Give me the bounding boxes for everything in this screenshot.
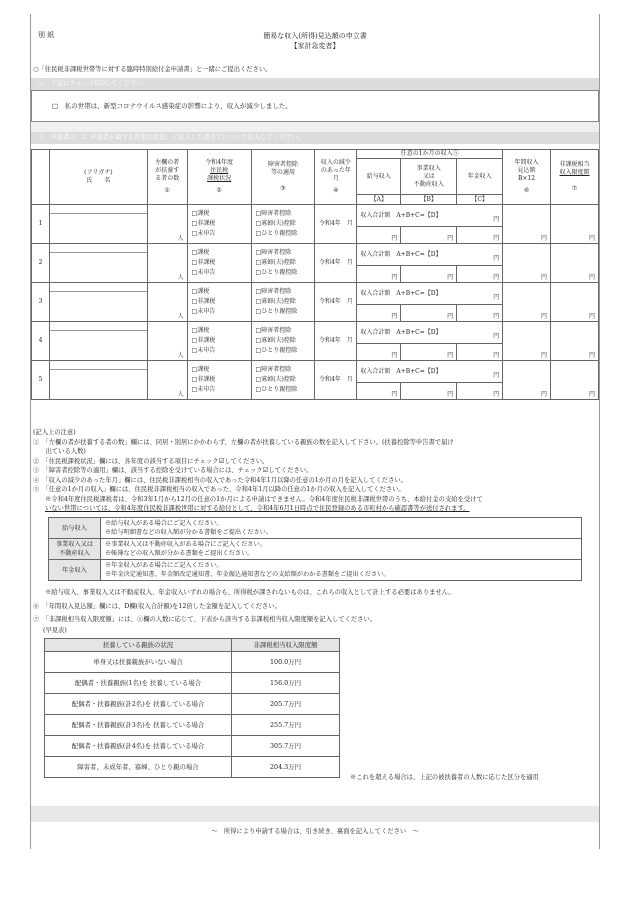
salary-cell[interactable]: 円 [357,266,401,283]
limit-amount: 156.0万円 [232,673,340,694]
document-subtitle: 【家計急変者】 [290,42,340,50]
income-total-cell[interactable]: 収入合計額 A+B+C=【D】 円 [357,283,503,305]
limit-amount: 100.0万円 [232,652,340,673]
doc-lines: ※事業収入又は不動産収入がある場合にご記入ください。 ※帳簿などの収入額が分かる書類をご提出ください。 [101,539,582,560]
pension-code: 【C】 [457,195,503,205]
limit-status-header: 扶養している親族の状況 [45,639,232,652]
covid-decrease-checkbox[interactable]: □ 私の世帯は、新型コロナウイルス感染症の影響により、収入が減少しました。 [52,102,292,110]
table-row [32,244,599,266]
annual-income-cell[interactable]: 円 [503,283,551,322]
limit-amount: 255.7万円 [232,715,340,736]
table-row [45,736,340,757]
tax-status-cell[interactable]: □課税 □非課税 □未申告 [187,283,251,322]
dependents-header: 左欄の者 が扶養す る者の数 ① [147,150,187,205]
limit-status: 障害者、未成年者、寡婦、ひとり親の場合 [45,757,232,778]
dependents-cell[interactable]: 人 [147,283,187,322]
submit-note: ○「住民税非課税世帯等に対する臨時特別給付金申請書」と一緒にご提出ください。 [33,66,272,73]
deduction-cell[interactable]: □障害者控除 □寡婦(夫)控除 □ひとり親控除 [251,283,315,322]
table-row [32,322,599,344]
table-row [45,652,340,673]
income-total-cell[interactable]: 収入合計額 A+B+C=【D】 円 [357,361,503,383]
entry-notes [33,428,597,514]
annual-income-header: 年間収入 見込額 B×12 ⑥ [503,150,551,205]
doc-lines: ※年金収入がある場合にご記入ください。 ※年金決定通知書、年金額改定通知書、年金振込通知書などの支給額がわかる書類をご提出ください。 [101,560,582,581]
pension-cell[interactable]: 円 [457,305,503,322]
document-title-block [0,31,630,51]
row-number: 4 [32,322,50,361]
limit-amount: 204.3万円 [232,757,340,778]
name-cell[interactable] [49,283,147,322]
name-cell[interactable] [49,322,147,361]
table-row [32,283,599,305]
name-cell[interactable] [49,244,147,283]
note-1b: 出ている人数) [33,448,86,455]
limit-quick-ref-table [44,638,340,778]
table-row [45,757,340,778]
annual-income-cell[interactable]: 円 [503,322,551,361]
note-3: ③ 「障害者控除等の適用」欄は、該当する控除を受けている場合には、チェック☑してください。 [33,467,313,474]
table-row [49,518,582,539]
decrease-month-cell[interactable]: 令和4年 月 [315,283,357,322]
limit-status: 配偶者・扶養親族(計2名)を 扶養している場合 [45,694,232,715]
table-row [32,205,599,227]
pension-cell[interactable]: 円 [457,266,503,283]
dependents-cell[interactable]: 人 [147,244,187,283]
income-total-cell[interactable]: 収入合計額 A+B+C=【D】 円 [357,244,503,266]
salary-cell[interactable]: 円 [357,344,401,361]
household-income-table [31,149,599,400]
limit-status: 配偶者・扶養親族(計3名)を 扶養している場合 [45,715,232,736]
table-row [49,560,582,581]
limit-status: 配偶者・扶養親族(1名)を 扶養している場合 [45,673,232,694]
pension-header: 年金収入 [457,159,503,195]
limit-status: 単身又は扶養親族がいない場合 [45,652,232,673]
dependents-cell[interactable]: 人 [147,322,187,361]
tax-status-cell[interactable]: □課税 □非課税 □未申告 [187,322,251,361]
name-header: (フリガナ) 氏 名 [49,150,147,205]
table-row [32,361,599,383]
bottom-gray-bar [31,806,599,822]
deduction-header: 障害者控除 等の適用 ③ [251,150,315,205]
deduction-cell[interactable]: □障害者控除 □寡婦(夫)控除 □ひとり親控除 [251,205,315,244]
continue-reverse-note: ～ 所得により申請する場合は、引き続き、裏面を記入してください ～ [211,828,419,835]
limit-cell[interactable]: 円 [551,322,599,361]
pension-cell[interactable]: 円 [457,344,503,361]
decrease-month-cell[interactable]: 令和4年 月 [315,322,357,361]
annual-income-cell[interactable]: 円 [503,205,551,244]
row-number: 1 [32,205,50,244]
section-gap [31,122,599,132]
pension-cell[interactable]: 円 [457,227,503,244]
note-1a: ① 「左欄の者が扶養する者の数」欄には、同居・別居にかかわらず、左欄の者が扶養している親族の数を記入して下さい。(扶養控除等申告書で届け [33,438,454,446]
dependents-cell[interactable]: 人 [147,205,187,244]
note-5-warning-1: ※令和4年度住民税課税者は、令和3年1月から12月の任意の1か月による申請はできません。令和4年度住民税非課税世帯のうち、本給付金の支給を受けて [45,495,483,503]
attachment-label: 別 紙 [38,31,55,39]
table-row [45,715,340,736]
pension-cell[interactable]: 円 [457,383,503,400]
monthly-income-header: 任意の1か月の収入⑤ [357,150,503,159]
deduction-cell[interactable]: □障害者控除 □寡婦(夫)控除 □ひとり親控除 [251,244,315,283]
note-not-taxed: ※給与収入、事業収入又は不動産収入、年金収入いずれの場合も、所得税が課されないものは、これらの収入として計上する必要はありません。 [45,589,455,596]
salary-code: 【A】 [357,195,401,205]
note-2: ② 「住民税課税状況」欄には、各年度の該当する項目にチェック☑してください。 [33,457,269,465]
salary-cell[interactable]: 円 [357,383,401,400]
business-cell[interactable]: 円 [401,344,457,361]
business-cell[interactable]: 円 [401,383,457,400]
doc-lines: ※給与収入がある場合にご記入ください。 ※給与明細書などの収入額が分かる書類をご提出ください。 [101,518,582,539]
name-cell[interactable] [49,361,147,400]
income-total-cell[interactable]: 収入合計額 A+B+C=【D】 円 [357,205,503,227]
dependents-cell[interactable]: 人 [147,361,187,400]
row-number: 5 [32,361,50,400]
doc-label: 年金収入 [49,560,101,581]
table-row [45,694,340,715]
limit-header: 非課税相当 収入限度額 ⑦ [551,150,599,205]
table-row [49,539,582,560]
notes-heading: (記入上の注意) [33,429,76,436]
limit-cell[interactable]: 円 [551,205,599,244]
tax-status-cell[interactable]: □課税 □非課税 □未申告 [187,205,251,244]
doc-label: 給与収入 [49,518,101,539]
over-limit-note: ※これを超える場合は、上記の被扶養者の人数に応じた区分を適用 [350,774,539,781]
note-5-warning-2: いない世帯については、令和4年度住民税非課税世帯に対する給付として、令和4年6月1日時点で住民登録のある市町村から確認書等が送付されます。 [45,505,470,512]
deduction-cell[interactable]: □障害者控除 □寡婦(夫)控除 □ひとり親控除 [251,322,315,361]
table-row [45,673,340,694]
income-total-cell[interactable]: 収入合計額 A+B+C=【D】 円 [357,322,503,344]
salary-header: 給与収入 [357,159,401,195]
decrease-month-cell[interactable]: 令和4年 月 [315,244,357,283]
tax-status-header: 令和4年度 住民税 課税状況 ② [187,150,251,205]
limit-amount: 205.7万円 [232,694,340,715]
row-number: 3 [32,283,50,322]
notes-lower [33,588,597,635]
business-cell[interactable]: 円 [401,227,457,244]
quick-ref-label: (早見表) [43,626,67,634]
note-4: ④ 「収入の減少のあった年月」欄には、住民税非課税相当の収入であった令和4年1月以降の任意の1か月の月を記入してください。 [33,476,407,484]
limit-cell[interactable]: 円 [551,244,599,283]
name-cell[interactable] [49,205,147,244]
business-cell[interactable]: 円 [401,305,457,322]
limit-amount: 305.7万円 [232,736,340,757]
decrease-month-cell[interactable]: 令和4年 月 [315,205,357,244]
note-5: ⑤ 「任意の1か月の収入」欄には、住民税非課税相当の収入であった、令和4年1月以降の任意の1か月の収入を記入してください。 [33,486,405,493]
section1-bar: ① 下記にチェック(☑)してください。 [31,78,599,90]
row-no-header [32,150,50,205]
annual-income-cell[interactable]: 円 [503,244,551,283]
limit-cell[interactable]: 円 [551,361,599,400]
limit-cell[interactable]: 円 [551,283,599,322]
deduction-cell[interactable]: □障害者控除 □寡婦(夫)控除 □ひとり親控除 [251,361,315,400]
business-header: 事業収入 又は 不動産収入 [401,159,457,195]
salary-cell[interactable]: 円 [357,227,401,244]
annual-income-cell[interactable]: 円 [503,361,551,400]
required-documents-table [48,517,582,581]
note-7: ⑦ 「非課税相当収入限度額」には、①欄の人数に応じて、下表から該当する非課税相当収入限度額を記入してください。 [33,616,377,623]
limit-status: 配偶者・扶養親族(計4名)を 扶養している場合 [45,736,232,757]
decrease-month-cell[interactable]: 令和4年 月 [315,361,357,400]
salary-cell[interactable]: 円 [357,305,401,322]
business-cell[interactable]: 円 [401,266,457,283]
document-title: 簡易な収入(所得)見込額の申立書 [263,32,367,40]
tax-status-cell[interactable]: □課税 □非課税 □未申告 [187,244,251,283]
business-code: 【B】 [401,195,457,205]
decrease-month-header: 収入の減少 のあった年 月 ④ [315,150,357,205]
note-6: ⑥ 「年間収入見込額」欄には、D欄(収入合計額)を12倍した金額を記入してください。 [33,602,281,610]
row-number: 2 [32,244,50,283]
tax-status-cell[interactable]: □課税 □非課税 □未申告 [187,361,251,400]
doc-label: 事業収入又は不動産収入 [49,539,101,560]
limit-amount-header: 非課税相当収入限度額 [232,639,340,652]
section2-bar: ② 申請書の「2. 申請者が属する世帯の状況」に記入した者全てについて記入してください。 [31,132,599,144]
